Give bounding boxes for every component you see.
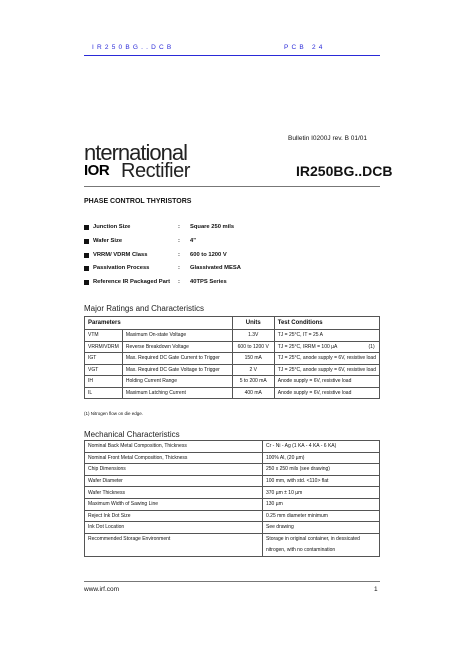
bullet-icon (84, 280, 89, 285)
table-row: IL Maximum Latching Current 400 mA Anode supply = 6V, resistive load (85, 387, 380, 399)
property-row: Wafer Size : 4" (84, 238, 380, 252)
property-value: Glassivated MESA (190, 265, 241, 272)
bullet-icon (84, 225, 89, 230)
col-header-test-conditions: Test Conditions (274, 317, 379, 330)
bulletin-number: Bulletin I0200J rev. B 01/01 (288, 135, 368, 142)
mechanical-heading: Mechanical Characteristics (84, 430, 180, 439)
property-key: Reference IR Packaged Part (93, 279, 171, 286)
col-header-parameters: Parameters (85, 317, 233, 330)
table-row: Chip Dimensions 250 x 250 mils (see drawing) (85, 464, 380, 476)
page-number: 1 (374, 586, 378, 593)
table-row: IGT Max. Required DC Gate Current to Trigger 150 mA TJ = 25°C, anode supply = 6V, resistive load (85, 353, 380, 365)
table-row: IH Holding Current Range 5 to 200 mA Anode supply = 6V, resistive load (85, 376, 380, 388)
top-header-bar (84, 42, 380, 56)
table-row: Reject Ink Dot Size 0.25 mm diameter minimum (85, 510, 380, 522)
header-left-code: IR250BG..DCB (92, 44, 175, 51)
footer-url[interactable]: www.irf.com (84, 586, 120, 593)
property-row: Junction Size : Square 250 mils (84, 224, 380, 238)
property-value: Square 250 mils (190, 224, 235, 230)
logo-international: nternational (84, 140, 187, 165)
table-row: Maximum Width of Sawing Line 130 µm (85, 498, 380, 510)
col-header-units: Units (232, 317, 274, 330)
property-key: Junction Size (93, 224, 131, 230)
property-key: VRRM/ VDRM Class (93, 251, 148, 258)
table-row: Recommended Storage Environment Storage in original container, in dessicated nitrogen, with no contamination (85, 533, 380, 556)
major-ratings-heading: Major Ratings and Characteristics (84, 304, 205, 313)
property-value: 600 to 1200 V (190, 251, 227, 258)
property-row: VRRM/ VDRM Class : 600 to 1200 V (84, 252, 380, 266)
table-header-row (85, 317, 380, 330)
mechanical-table (84, 440, 380, 557)
property-value: 4" (190, 237, 196, 244)
property-list (84, 224, 380, 293)
property-row: Reference IR Packaged Part : 40TPS Series (84, 279, 380, 293)
table-row: VRRM/VDRM Reverse Breakdown Voltage 600 to 1200 V TJ = 25°C, IRRM = 100 µA (1) (85, 341, 380, 353)
bullet-icon (84, 266, 89, 271)
property-row: Passivation Process : Glassivated MESA (84, 265, 380, 279)
table-row: Wafer Thickness 370 µm ± 10 µm (85, 487, 380, 499)
logo-rectifier-text: Rectifier (121, 160, 190, 182)
table-row: VTM Maximum On-state Voltage 1.3V TJ = 25°C, IT = 25 A (85, 330, 380, 342)
major-ratings-table (84, 316, 380, 399)
table-row: Ink Dot Location See drawing (85, 522, 380, 534)
table-row: Nominal Front Metal Composition, Thickness 100% Al, (20 µm) (85, 452, 380, 464)
footnote: (1) Nitrogen flow on die edge. (84, 411, 144, 416)
logo-ior-mark: IOR (84, 162, 110, 179)
property-key: Wafer Size (93, 237, 123, 244)
table-row: VGT Max. Required DC Gate Voltage to Trigger 2 V TJ = 25°C, anode supply = 6V, resistive load (85, 364, 380, 376)
header-right-code: PCB 24 (284, 44, 326, 51)
part-number: IR250BG..DCB (296, 163, 393, 179)
property-value: 40TPS Series (190, 279, 227, 286)
bullet-icon (84, 239, 89, 244)
property-key: Passivation Process (93, 265, 150, 272)
table-row: Wafer Diameter 100 mm, with std. <110> flat (85, 475, 380, 487)
divider (84, 186, 380, 187)
table-row: Nominal Back Metal Composition, Thickness Cr - Ni - Ag (1 KA - 4 KA - 6 KA) (85, 441, 380, 453)
document-title: PHASE CONTROL THYRISTORS (84, 198, 192, 205)
bullet-icon (84, 253, 89, 258)
footer-divider (84, 581, 380, 582)
